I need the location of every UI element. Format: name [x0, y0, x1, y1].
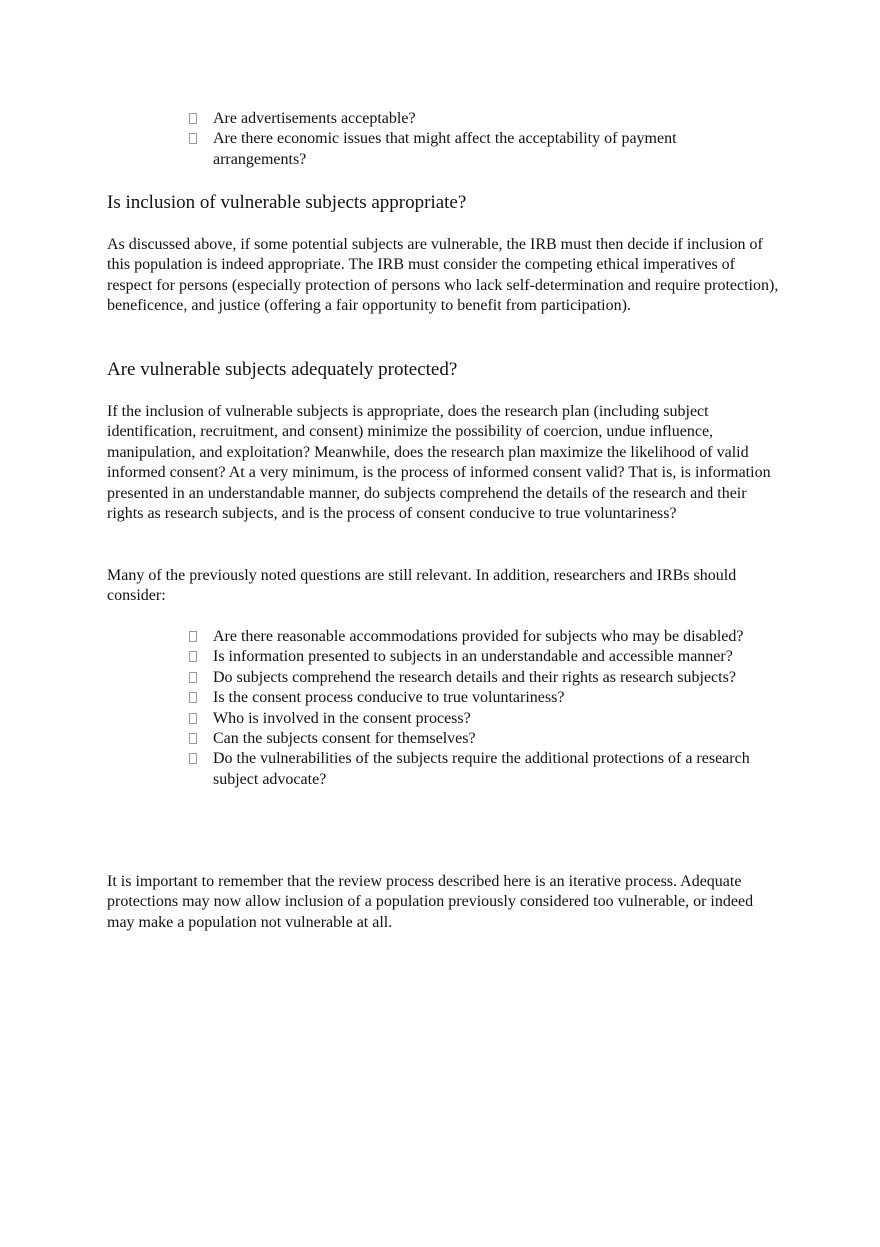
- checkbox-glyph-icon: [189, 672, 197, 683]
- list-item-text: Are there reasonable accommodations provided for subjects who may be disabled?: [213, 628, 744, 645]
- closing-paragraph: It is important to remember that the review process described here is an iterative process. Adequate protections may now allow inclusion of a population previously considered too vulnerable, or indeed may make a population not vulnerable at all.: [107, 873, 754, 931]
- checkbox-glyph-icon: [189, 692, 197, 703]
- checkbox-glyph-icon: [189, 113, 197, 124]
- list-item-text: Is information presented to subjects in an understandable and accessible manner?: [213, 648, 733, 666]
- list-item: [187, 749, 767, 790]
- paragraph-consider: Many of the previously noted questions are still relevant. In addition, researchers and IRBs should consider:: [107, 567, 737, 605]
- list-item: [187, 109, 747, 129]
- list-item: [187, 668, 767, 688]
- list-item: [187, 627, 767, 647]
- list-item: [187, 129, 747, 170]
- list-item-text: Is the consent process conducive to true voluntariness?: [213, 689, 565, 707]
- list-item-text: Can the subjects consent for themselves?: [213, 730, 476, 748]
- list-item-text: Who is involved in the consent process?: [213, 709, 471, 727]
- list-item: [187, 729, 767, 749]
- checkbox-glyph-icon: [189, 631, 197, 642]
- list-item-text: Do subjects comprehend the research details and their rights as research subjects?: [213, 668, 736, 686]
- paragraph-inclusion: As discussed above, if some potential subjects are vulnerable, the IRB must then decide if inclusion of this population is indeed appropriate. The IRB must consider the competing ethical imperatives of respect for persons (especially protection of persons who lack self-determination and require protection), beneficence, and justice (offering a fair opportunity to benefit from participation).: [107, 236, 779, 315]
- checkbox-glyph-icon: [189, 651, 197, 662]
- checkbox-glyph-icon: [189, 133, 197, 144]
- checkbox-glyph-icon: [189, 733, 197, 744]
- top-bullet-list: [187, 109, 747, 170]
- list-item: [187, 709, 767, 729]
- section-heading-inclusion: Is inclusion of vulnerable subjects appropriate?: [107, 192, 467, 213]
- checkbox-glyph-icon: [189, 713, 197, 724]
- list-item-text: Are there economic issues that might affect the acceptability of payment arrangements?: [213, 130, 677, 168]
- list-item-text: Do the vulnerabilities of the subjects require the additional protections of a research subject advocate?: [213, 750, 750, 788]
- paragraph-protection: If the inclusion of vulnerable subjects is appropriate, does the research plan (including subject identification, recruitment, and consent) minimize the possibility of coercion, undue influence, manipulation, and exploitation? Meanwhile, does the research plan maximize the likelihood of valid informed consent? At a very minimum, is the process of informed consent valid? That is, is information presented in an understandable manner, do subjects comprehend the details of the research and their rights as research subjects, and is the process of consent conducive to true voluntariness?: [107, 403, 771, 523]
- list-item-text: Are advertisements acceptable?: [213, 110, 416, 127]
- list-item: [187, 688, 767, 708]
- section-heading-protection: Are vulnerable subjects adequately protected?: [107, 359, 458, 380]
- list-item: [187, 647, 767, 667]
- checkbox-glyph-icon: [189, 753, 197, 764]
- consider-bullet-list: [187, 627, 767, 790]
